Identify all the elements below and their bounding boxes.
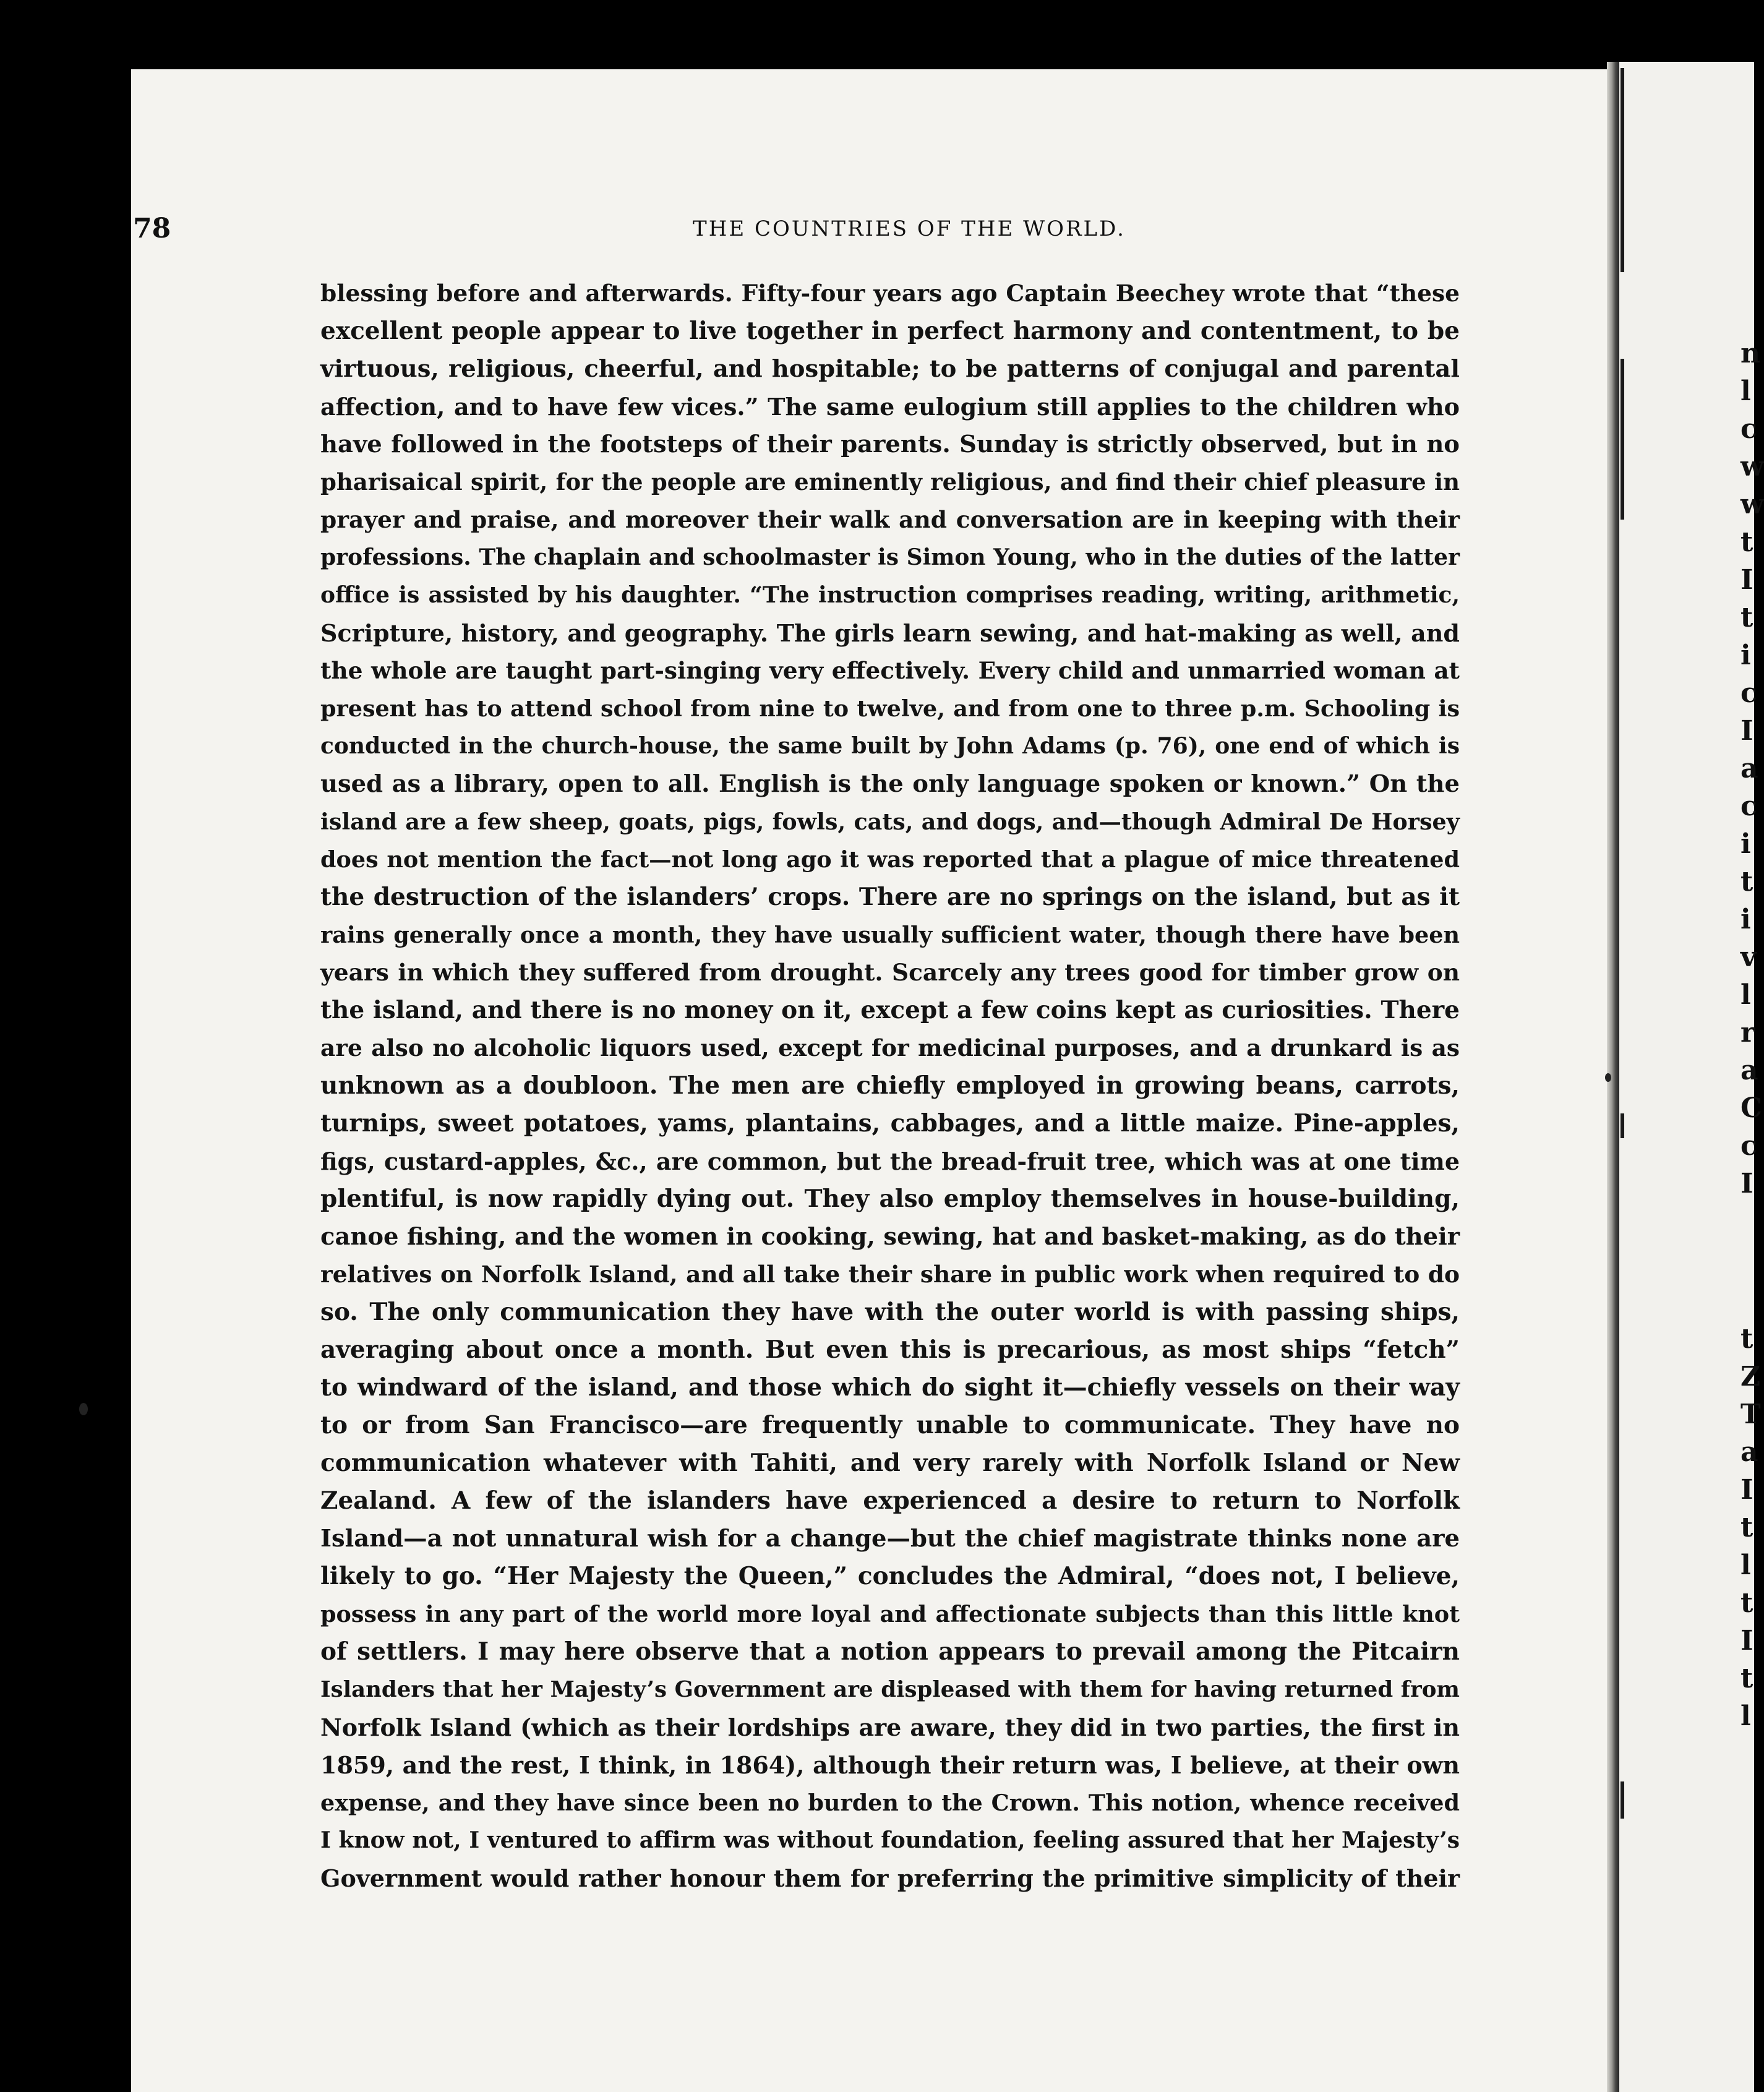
facing-page-rule — [1621, 1781, 1624, 1819]
text-line: averaging about once a month. But even this is precarious, as most ships “fetch” — [320, 1335, 1460, 1364]
facing-page-glyph: a — [1740, 1436, 1758, 1468]
text-line: professions. The chaplain and schoolmaster is Simon Young, who in the duties of the latter — [320, 544, 1460, 570]
facing-page-glyph: c — [1740, 791, 1757, 822]
text-line: used as a library, open to all. English is the only language spoken or known.” On the — [320, 770, 1460, 798]
facing-page-glyph: I — [1740, 1168, 1753, 1199]
facing-page-glyph: w — [1740, 489, 1764, 520]
text-line: unknown as a doubloon. The men are chiefly employed in growing beans, carrots, — [320, 1071, 1460, 1100]
facing-page-glyph: w — [1740, 451, 1764, 482]
facing-page-glyph: c — [1740, 677, 1757, 709]
text-line: island are a few sheep, goats, pigs, fowls, cats, and dogs, and—though Admiral De Horsey — [320, 808, 1460, 835]
text-line: of settlers. I may here observe that a notion appears to prevail among the Pitcairn — [320, 1637, 1460, 1666]
facing-page-glyph: I — [1740, 1625, 1753, 1657]
text-line: Scripture, history, and geography. The girls learn sewing, and hat-making as well, and — [320, 619, 1460, 647]
facing-page-glyph: a — [1740, 1055, 1758, 1086]
facing-page-glyph: t — [1740, 866, 1753, 898]
facing-page-glyph: v — [1740, 941, 1757, 973]
facing-page-rule — [1621, 68, 1624, 272]
text-line: rains generally once a month, they have usually sufficient water, though there have been — [320, 922, 1460, 948]
text-line: conducted in the church-house, the same built by John Adams (p. 76), one end of which is — [320, 733, 1460, 759]
text-line: plentiful, is now rapidly dying out. They also employ themselves in house-building, — [320, 1185, 1460, 1213]
text-line: Zealand. A few of the islanders have experienced a desire to return to Norfolk — [320, 1486, 1460, 1515]
facing-page-glyph: i — [1740, 640, 1751, 671]
facing-page-glyph: C — [1740, 1092, 1763, 1124]
text-line: the whole are taught part-singing very effectively. Every child and unmarried woman at — [320, 657, 1460, 684]
text-line: expense, and they have since been no burden to the Crown. This notion, whence received — [320, 1790, 1460, 1816]
text-line: the island, and there is no money on it, except a few coins kept as curiosities. There — [320, 996, 1460, 1024]
text-line: have followed in the footsteps of their parents. Sunday is strictly observed, but in no — [320, 431, 1460, 458]
text-line: years in which they suffered from drought. Scarcely any trees good for timber grow on — [320, 959, 1460, 986]
facing-page-glyph: t — [1740, 526, 1753, 558]
text-line: canoe fishing, and the women in cooking, sewing, hat and basket-making, as do their — [320, 1223, 1460, 1251]
facing-page-glyph: t — [1740, 1323, 1753, 1355]
facing-page-glyph: r — [1740, 1017, 1755, 1048]
facing-page-glyph: l — [1740, 375, 1751, 407]
facing-page-glyph: t — [1740, 602, 1753, 633]
text-line: 1859, and the rest, I think, in 1864), although their return was, I believe, at their own — [320, 1751, 1460, 1779]
text-line: relatives on Norfolk Island, and all take their share in public work when required to do — [320, 1261, 1460, 1288]
text-line: the destruction of the islanders’ crops. There are no springs on the island, but as it — [320, 883, 1460, 911]
text-line: figs, custard-apples, &c., are common, but the bread-fruit tree, which was at one time — [320, 1147, 1460, 1175]
text-line: office is assisted by his daughter. “The instruction comprises reading, writing, arithmetic, — [320, 582, 1460, 608]
facing-page-glyph: c — [1740, 1130, 1757, 1162]
text-line: Government would rather honour them for preferring the primitive simplicity of their — [320, 1864, 1460, 1892]
facing-page-glyph: l — [1740, 1550, 1751, 1581]
text-line: possess in any part of the world more loyal and affectionate subjects than this little knot — [320, 1601, 1460, 1627]
facing-page-glyph: n — [1740, 338, 1760, 369]
facing-page-glyph: l — [1740, 1700, 1751, 1732]
text-line: Norfolk Island (which as their lordships are aware, they did in two parties, the first in — [320, 1713, 1460, 1741]
facing-page-rule — [1621, 1113, 1624, 1138]
page-number: 78 — [133, 213, 171, 244]
body-paragraph — [320, 275, 1460, 1897]
text-line: affection, and to have few vices.” The same eulogium still applies to the children who — [320, 393, 1460, 421]
text-line: likely to go. “Her Majesty the Queen,” concludes the Admiral, “does not, I believe, — [320, 1562, 1460, 1590]
facing-page-rule — [1621, 359, 1624, 520]
text-line: excellent people appear to live together in perfect harmony and contentment, to be — [320, 317, 1460, 345]
facing-page-glyph: i — [1740, 904, 1751, 935]
text-line: communication whatever with Tahiti, and very rarely with Norfolk Island or New — [320, 1449, 1460, 1477]
text-line: Islanders that her Majesty’s Government are displeased with them for having returned from — [320, 1677, 1460, 1702]
facing-page-glyph: Z — [1740, 1361, 1761, 1392]
facing-page-glyph: I — [1740, 1474, 1753, 1506]
facing-page-glyph: l — [1740, 979, 1751, 1011]
facing-page-edge — [1619, 62, 1764, 2092]
text-line: does not mention the fact—not long ago it was reported that a plague of mice threatened — [320, 846, 1460, 873]
running-title: THE COUNTRIES OF THE WORLD. — [693, 216, 1126, 241]
text-line: present has to attend school from nine to twelve, and from one to three p.m. Schooling is — [320, 695, 1460, 722]
scan-speck — [1605, 1073, 1611, 1082]
facing-page-glyph: c — [1740, 413, 1757, 445]
facing-page-glyph: t — [1740, 1663, 1753, 1694]
text-line: turnips, sweet potatoes, yams, plantains, cabbages, and a little maize. Pine-apples, — [320, 1109, 1460, 1138]
text-line: I know not, I ventured to affirm was without foundation, feeling assured that her Majesty’s — [320, 1827, 1460, 1853]
facing-page-glyph: i — [1740, 828, 1751, 860]
text-line: are also no alcoholic liquors used, except for medicinal purposes, and a drunkard is as — [320, 1034, 1460, 1061]
text-line: prayer and praise, and moreover their walk and conversation are in keeping with their — [320, 506, 1460, 533]
facing-page-glyph: I — [1740, 564, 1753, 596]
text-line: so. The only communication they have with the outer world is with passing ships, — [320, 1298, 1460, 1326]
text-line: blessing before and afterwards. Fifty-four years ago Captain Beechey wrote that “these — [320, 280, 1460, 307]
facing-page-glyph: a — [1740, 753, 1758, 784]
text-line: pharisaical spirit, for the people are eminently religious, and find their chief pleasure in — [320, 468, 1460, 495]
text-line: Island—a not unnatural wish for a change—but the chief magistrate thinks none are — [320, 1525, 1460, 1553]
text-line: to windward of the island, and those which do sight it—chiefly vessels on their way — [320, 1373, 1460, 1402]
facing-page-glyph: t — [1740, 1587, 1753, 1619]
facing-page-glyph: t — [1740, 1512, 1753, 1543]
facing-page-glyph: T — [1740, 1399, 1761, 1430]
text-line: virtuous, religious, cheerful, and hospitable; to be patterns of conjugal and parental — [320, 355, 1460, 383]
scan-speck — [79, 1403, 88, 1415]
facing-page-glyph: I — [1740, 715, 1753, 747]
text-line: to or from San Francisco—are frequently unable to communicate. They have no — [320, 1411, 1460, 1439]
